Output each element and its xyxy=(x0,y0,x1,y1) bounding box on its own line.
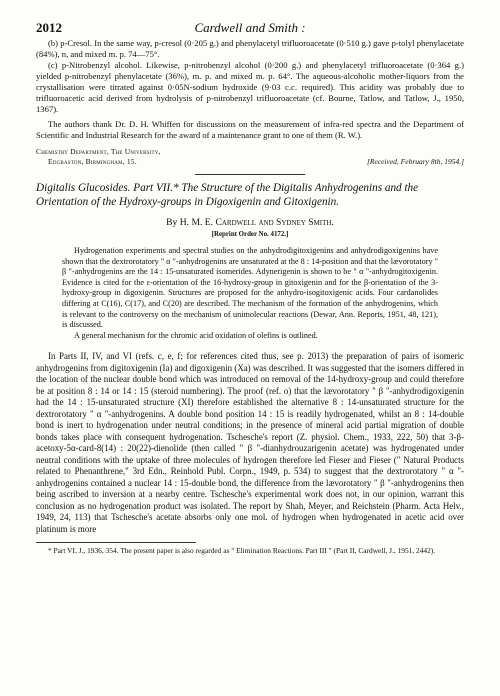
footnote: * Part VI, J., 1936, 354. The present paper is also regarded as " Elimination Reactions. Part III " (Part II, Cardwell, J., 1951, 2442). xyxy=(48,546,436,556)
address-line-1: Chemistry Department, The University, xyxy=(36,147,161,156)
section-divider xyxy=(195,174,305,175)
author-line xyxy=(36,217,464,228)
received-date: [Received, February 8th, 1954.] xyxy=(366,157,464,166)
author-names: H. M. E. Cardwell and Sydney Smith. xyxy=(179,217,334,228)
acknowledgement-paragraph: The authors thank Dr. D. H. Whiffen for discussions on the measurement of infra-red spectra and the Department of Scientific and Industrial Research for the award of a maintenance grant to one of them (R. W.). xyxy=(36,119,464,140)
item-b-paragraph: (b) p-Cresol. In the same way, p-cresol (0·205 g.) and phenylacetyl trifluoroacetate (0·510 g.) gave p-tolyl phenylacetate (84%), n, and mixed m. p. 74—75°. xyxy=(36,38,464,59)
article-body xyxy=(36,351,464,535)
abstract xyxy=(62,246,438,341)
abstract-paragraph-1: Hydrogenation experiments and spectral studies on the anhydrodigitoxigenins and anhydrodigoxigenins have shown that the dextrorotatory " α "-anhydrogenins are unsaturated at the 8 : 14-position and that the lævorotatory " β "-anhydrogenins are the 14 : 15-unsaturated isomerides. Adynerigenin is shown to be " α "-anhydrogitoxigenin. Evidence is cited for the ε-orientation of the 16-hydroxy-group in gitoxigenin and for the β-orientation of the 3-hydroxy-group in digoxigenin. Structures are proposed for the anhydro-isogitoxigenic acids. Four cardanolides differing at C(16), C(17), and C(20) are described. The mechanism of the formation of the anhydrogenins, which is relevant to the controversy on the mechanism of unimolecular reactions (Dewar, Ann. Reports, 1951, 48, 121), is discussed. xyxy=(62,246,438,330)
article-title: Digitalis Glucosides. Part VII.* The Structure of the Digitalis Anhydrogenins and the Orientation of the Hydroxy-groups in Digoxigenin and Gitoxigenin. xyxy=(36,182,419,208)
address-line-2: Edgbaston, Birmingham, 15. xyxy=(48,157,137,166)
reprint-order: [Reprint Order No. 4172.] xyxy=(211,231,289,238)
item-c-paragraph: (c) p-Nitrobenzyl alcohol. Likewise, p-nitrobenzyl alcohol (0·200 g.) and phenylacetyl trifluoroacetate (0·364 g.) yielded p-nitrobenzyl phenylacetate (36%), m. p. and mixed m. p. 64°. The aqueous-alcoholic mother-liquors from the crystallisation were titrated against 0·05N-sodium hydroxide (9·03 c.c. required). This acidity was probably due to trifluoroacetic acid derived from hydrolysis of p-nitrobenzyl trifluoroacetate (cf. Bourne, Tatlow, and Tatlow, J., 1950, 1367). xyxy=(36,60,464,114)
body-paragraph-1: In Parts II, IV, and VI (refs. c, e, f; for references cited thus, see p. 2013) the preparation of pairs of isomeric anhydrogenins from digitoxigenin (Ia) and digoxigenin (Xa) was described. It was suggested that the isomers differed in the location of the nuclear double bond which was introduced on removal of the 14-hydroxy-group and could therefore be at position 8 : 14 or 14 : 15 (steroid numbering). The proof (ref. o) that the lævorotatory " β "-anhydrodigoxigenin had the 14 : 15-unsaturated structure (XI) therefore established the alternative 8 : 14-unsaturated structure for the dextrorotatory " α "-anhydrogenins. A double bond position 14 : 15 is readily hydrogenated, whilst an 8 : 14-double bond is inert to hydrogenation under neutral conditions; in the presence of mineral acid partial migration of double bonds takes place with consequent hydrogenation. Tschesche's report (Z. physiol. Chem., 1933, 222, 50) that 3-β-acetoxy-5α-card-8(14) : 20(22)-dienolide (then called " β "-dianhydrouzarigenin acetate) was hydrogenated under neutral conditions with the uptake of three molecules of hydrogen therefore led Fieser and Fieser (" Natural Products related to Phenanthrene," 3rd Edn., Reinhold Publ. Corpn., 1949, p. 534) to suggest that the dextrorotatory " α "-anhydrogenins contained a nuclear 14 : 15-double bond, the difference from the lævorotatory " β "-anhydrogenins then being ascribed to inversion at a nearby centre. Tschesche's experimental work does not, in our opinion, warrant this conclusion as no hydrogenation product was isolated. The report by Shah, Meyer, and Reichstein (Pharm. Acta Helv., 1949, 24, 113) that Tschesche's acetate absorbs only one mol. of hydrogen when hydrogenated in acetic acid over platinum is more xyxy=(36,351,464,534)
footnote-divider xyxy=(36,542,196,543)
abstract-paragraph-2: A general mechanism for the chromic acid oxidation of olefins is outlined. xyxy=(74,330,318,340)
running-head: Cardwell and Smith : xyxy=(194,20,306,35)
address-block xyxy=(36,147,464,167)
page-number: 2012 xyxy=(36,20,62,35)
authors-prefix: By xyxy=(166,217,180,228)
institution-address xyxy=(36,147,161,167)
page-header xyxy=(36,20,464,38)
